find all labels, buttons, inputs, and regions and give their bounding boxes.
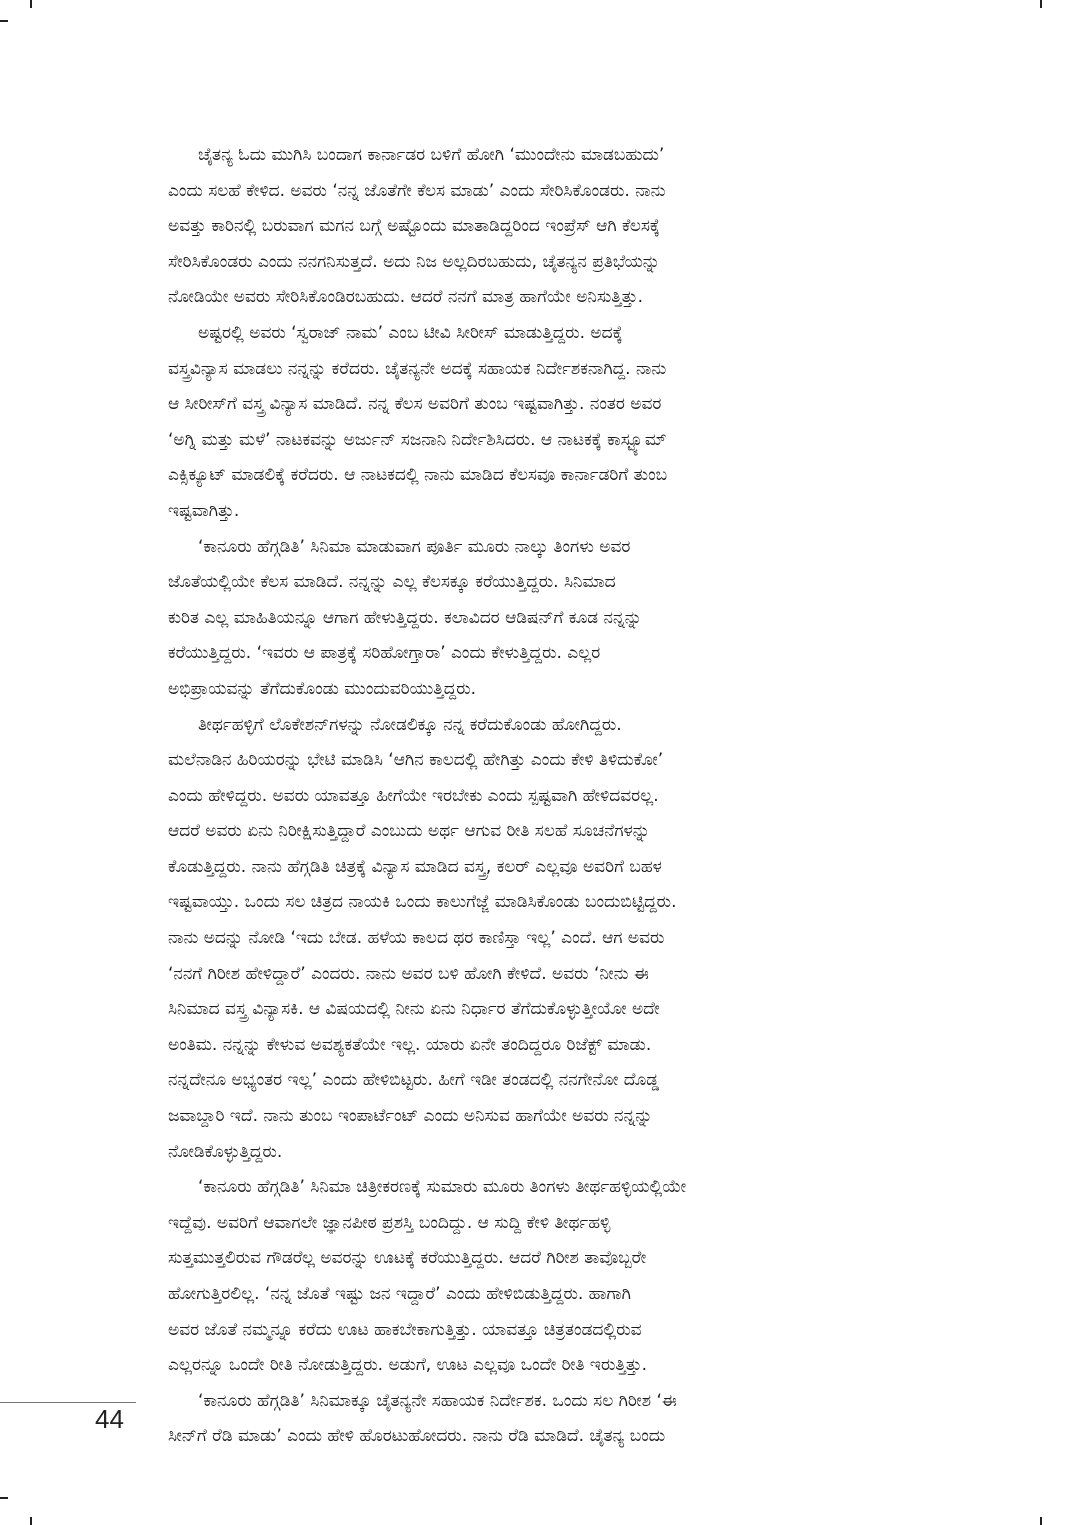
- crop-mark: [0, 20, 8, 22]
- paragraph: ‘ಕಾನೂರು ಹೆಗ್ಗಡಿತಿ’ ಸಿನಿಮಾ ಚಿತ್ರೀಕರಣಕ್ಕೆ ಸುಮಾರು ಮೂರು ತಿಂಗಳು ತೀರ್ಥಹಳ್ಳಿಯಲ್ಲಿಯೇ ಇದ್ದೆವು. ಅವರಿಗೆ ಆವಾಗಲೇ ಜ್ಞಾನಪೀಠ ಪ್ರಶಸ್ತಿ ಬಂದಿದ್ದು. ಆ ಸುದ್ದಿ ಕೇಳಿ ತೀರ್ಥಹಳ್ಳಿ ಸುತ್ತಮುತ್ತಲಿರುವ ಗೌಡರೆಲ್ಲ ಅವರನ್ನು ಊಟಕ್ಕೆ ಕರೆಯುತ್ತಿದ್ದರು. ಆದರೆ ಗಿರೀಶ ತಾವೊಬ್ಬರೇ ಹೋಗುತ್ತಿರಲಿಲ್ಲ. ‘ನನ್ನ ಜೊತೆ ಇಷ್ಟು ಜನ ಇದ್ದಾರೆ’ ಎಂದು ಹೇಳಿಬಿಡುತ್ತಿದ್ದರು. ಹಾಗಾಗಿ ಅವರ ಜೊತೆ ನಮ್ಮನ್ನೂ ಕರೆದು ಊಟ ಹಾಕಬೇಕಾಗುತ್ತಿತ್ತು. ಯಾವತ್ತೂ ಚಿತ್ರತಂಡದಲ್ಲಿರುವ ಎಲ್ಲರನ್ನೂ ಒಂದೇ ರೀತಿ ನೋಡುತ್ತಿದ್ದರು. ಅಡುಗೆ, ಊಟ ಎಲ್ಲವೂ ಒಂದೇ ರೀತಿ ಇರುತ್ತಿತ್ತು.: [168, 1177, 687, 1376]
- crop-mark: [1040, 0, 1042, 8]
- paragraph: ಅಷ್ಟರಲ್ಲಿ ಅವರು ‘ಸ್ವರಾಜ್ ನಾಮ’ ಎಂಬ ಟೀವಿ ಸೀರೀಸ್ ಮಾಡುತ್ತಿದ್ದರು. ಅದಕ್ಕೆ ವಸ್ತ್ರವಿನ್ಯಾಸ ಮಾಡಲು ನನ್ನನ್ನು ಕರೆದರು. ಚೈತನ್ಯನೇ ಅದಕ್ಕೆ ಸಹಾಯಕ ನಿರ್ದೇಶಕನಾಗಿದ್ದ. ನಾನು ಆ ಸೀರೀಸ್‌ಗೆ ವಸ್ತ್ರ ವಿನ್ಯಾಸ ಮಾಡಿದೆ. ನನ್ನ ಕೆಲಸ ಅವರಿಗೆ ತುಂಬ ಇಷ್ಟವಾಗಿತ್ತು. ನಂತರ ಅವರ ‘ಅಗ್ನಿ ಮತ್ತು ಮಳೆ’ ನಾಟಕವನ್ನು ಅರ್ಜುನ್ ಸಜನಾನಿ ನಿರ್ದೇಶಿಸಿದರು. ಆ ನಾಟಕಕ್ಕೆ ಕಾಸ್ಟ್ಯೂಮ್ ಎಕ್ಸಿಕ್ಯೂಟ್ ಮಾಡಲಿಕ್ಕೆ ಕರೆದರು. ಆ ನಾಟಕದಲ್ಲಿ ನಾನು ಮಾಡಿದ ಕೆಲಸವೂ ಕಾರ್ನಾಡರಿಗೆ ತುಂಬ ಇಷ್ಟವಾಗಿತ್ತು.: [168, 322, 668, 521]
- page-number: 44: [95, 1404, 124, 1434]
- crop-mark: [1040, 1517, 1042, 1525]
- page-body: [168, 138, 948, 1455]
- paragraph: ‘ಕಾನೂರು ಹೆಗ್ಗಡಿತಿ’ ಸಿನಿಮಾಕ್ಕೂ ಚೈತನ್ಯನೇ ಸಹಾಯಕ ನಿರ್ದೇಶಕ. ಒಂದು ಸಲ ಗಿರೀಶ ‘ಈ ಸೀನ್‌ಗೆ ರೆಡಿ ಮಾಡು’ ಎಂದು ಹೇಳಿ ಹೊರಟುಹೋದರು. ನಾನು ರೆಡಿ ಮಾಡಿದೆ. ಚೈತನ್ಯ ಬಂದು: [168, 1390, 677, 1447]
- paragraph: ತೀರ್ಥಹಳ್ಳಿಗೆ ಲೊಕೇಶನ್‌ಗಳನ್ನು ನೋಡಲಿಕ್ಕೂ ನನ್ನ ಕರೆದುಕೊಂಡು ಹೋಗಿದ್ದರು. ಮಲೆನಾಡಿನ ಹಿರಿಯರನ್ನು ಭೇಟಿ ಮಾಡಿಸಿ ‘ಆಗಿನ ಕಾಲದಲ್ಲಿ ಹೇಗಿತ್ತು ಎಂದು ಕೇಳಿ ತಿಳಿದುಕೋ’ ಎಂದು ಹೇಳಿದ್ದರು. ಅವರು ಯಾವತ್ತೂ ಹೀಗೆಯೇ ಇರಬೇಕು ಎಂದು ಸ್ಪಷ್ಟವಾಗಿ ಹೇಳಿದವರಲ್ಲ. ಆದರೆ ಅವರು ಏನು ನಿರೀಕ್ಷಿಸುತ್ತಿದ್ದಾರೆ ಎಂಬುದು ಅರ್ಥ ಆಗುವ ರೀತಿ ಸಲಹೆ ಸೂಚನೆಗಳನ್ನು ಕೊಡುತ್ತಿದ್ದರು. ನಾನು ಹೆಗ್ಗಡಿತಿ ಚಿತ್ರಕ್ಕೆ ವಿನ್ಯಾಸ ಮಾಡಿದ ವಸ್ತ್ರ, ಕಲರ್ ಎಲ್ಲವೂ ಅವರಿಗೆ ಬಹಳ ಇಷ್ಟವಾಯ್ತು. ಒಂದು ಸಲ ಚಿತ್ರದ ನಾಯಕಿ ಒಂದು ಕಾಲುಗೆಜ್ಜೆ ಮಾಡಿಸಿಕೊಂಡು ಬಂದುಬಿಟ್ಟಿದ್ದರು. ನಾನು ಅದನ್ನು ನೋಡಿ ‘ಇದು ಬೇಡ. ಹಳೆಯ ಕಾಲದ ಥರ ಕಾಣಿಸ್ತಾ ಇಲ್ಲ’ ಎಂದೆ. ಆಗ ಅವರು ‘ನನಗೆ ಗಿರೀಶ ಹೇಳಿದ್ದಾರೆ’ ಎಂದರು. ನಾನು ಅವರ ಬಳಿ ಹೋಗಿ ಕೇಳಿದೆ. ಅವರು ‘ನೀನು ಈ ಸಿನಿಮಾದ ವಸ್ತ್ರ ವಿನ್ಯಾಸಕಿ. ಆ ವಿಷಯದಲ್ಲಿ ನೀನು ಏನು ನಿರ್ಧಾರ ತೆಗೆದುಕೊಳ್ಳುತ್ತೀಯೋ ಅದೇ ಅಂತಿಮ. ನನ್ನನ್ನು ಕೇಳುವ ಅವಶ್ಯಕತೆಯೇ ಇಲ್ಲ. ಯಾರು ಏನೇ ತಂದಿದ್ದರೂ ರಿಜೆಕ್ಟ್ ಮಾಡು. ನನ್ನದೇನೂ ಅಭ್ಯಂತರ ಇಲ್ಲ’ ಎಂದು ಹೇಳಿಬಿಟ್ಟರು. ಹೀಗೆ ಇಡೀ ತಂಡದಲ್ಲಿ ನನಗೇನೋ ದೊಡ್ಡ ಜವಾಬ್ದಾರಿ ಇದೆ. ನಾನು ತುಂಬ ಇಂಪಾರ್ಟೆಂಟ್ ಎಂದು ಅನಿಸುವ ಹಾಗೆಯೇ ಅವರು ನನ್ನನ್ನು ನೋಡಿಕೊಳ್ಳುತ್ತಿದ್ದರು.: [168, 714, 677, 1162]
- paragraph: ‘ಕಾನೂರು ಹೆಗ್ಗಡಿತಿ’ ಸಿನಿಮಾ ಮಾಡುವಾಗ ಪೂರ್ತಿ ಮೂರು ನಾಲ್ಕು ತಿಂಗಳು ಅವರ ಜೊತೆಯಲ್ಲಿಯೇ ಕೆಲಸ ಮಾಡಿದೆ. ನನ್ನನ್ನು ಎಲ್ಲ ಕೆಲಸಕ್ಕೂ ಕರೆಯುತ್ತಿದ್ದರು. ಸಿನಿಮಾದ ಕುರಿತ ಎಲ್ಲ ಮಾಹಿತಿಯನ್ನೂ ಆಗಾಗ ಹೇಳುತ್ತಿದ್ದರು. ಕಲಾವಿದರ ಆಡಿಷನ್‌ಗೆ ಕೂಡ ನನ್ನನ್ನು ಕರೆಯುತ್ತಿದ್ದರು. ‘ಇವರು ಆ ಪಾತ್ರಕ್ಕೆ ಸರಿಹೋಗ್ತಾರಾ’ ಎಂದು ಕೇಳುತ್ತಿದ್ದರು. ಎಲ್ಲರ ಅಭಿಪ್ರಾಯವನ್ನು ತೆಗೆದುಕೊಂಡು ಮುಂದುವರಿಯುತ್ತಿದ್ದರು.: [168, 536, 642, 699]
- paragraph: ಚೈತನ್ಯ ಓದು ಮುಗಿಸಿ ಬಂದಾಗ ಕಾರ್ನಾಡರ ಬಳಿಗೆ ಹೋಗಿ ‘ಮುಂದೇನು ಮಾಡಬಹುದು’ ಎಂದು ಸಲಹೆ ಕೇಳಿದ. ಅವರು ‘ನನ್ನ ಜೊತೆಗೇ ಕೆಲಸ ಮಾಡು’ ಎಂದು ಸೇರಿಸಿಕೊಂಡರು. ನಾನು ಅವತ್ತು ಕಾರಿನಲ್ಲಿ ಬರುವಾಗ ಮಗನ ಬಗ್ಗೆ ಅಷ್ಟೊಂದು ಮಾತಾಡಿದ್ದರಿಂದ ಇಂಪ್ರೆಸ್ ಆಗಿ ಕೆಲಸಕ್ಕೆ ಸೇರಿಸಿಕೊಂಡರು ಎಂದು ನನಗನಿಸುತ್ತದೆ. ಅದು ನಿಜ ಅಲ್ಲದಿರಬಹುದು, ಚೈತನ್ಯನ ಪ್ರತಿಭೆಯನ್ನು ನೋಡಿಯೇ ಅವರು ಸೇರಿಸಿಕೊಂಡಿರಬಹುದು. ಆದರೆ ನನಗೆ ಮಾತ್ರ ಹಾಗೆಯೇ ಅನಿಸುತ್ತಿತ್ತು.: [168, 145, 666, 308]
- footer-rule: [0, 1402, 136, 1403]
- crop-mark: [30, 1517, 32, 1525]
- crop-mark: [30, 0, 32, 8]
- crop-mark: [0, 1497, 8, 1499]
